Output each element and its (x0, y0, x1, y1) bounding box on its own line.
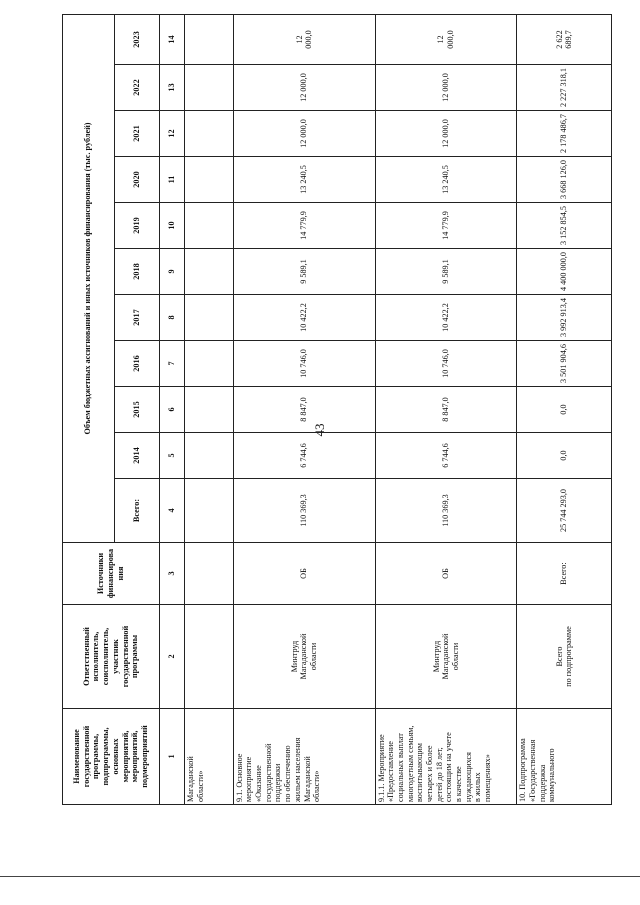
row-name-cell: 9.1. Основное мероприятие «Оказание государственной поддержки по обеспечению жильем населения Магаданской области» (233, 709, 375, 805)
header-volume: Объем бюджетных ассигнований и иных источников финансирования (тыс. рублей) (63, 14, 115, 542)
column-number: 3 (159, 543, 185, 605)
row-value-cell (185, 341, 233, 387)
row-value-cell: 13 240,5 (233, 157, 375, 203)
row-value-cell: 14 779,9 (233, 203, 375, 249)
year-header: 2015 (114, 387, 159, 433)
row-value-cell: 12 000,0 (375, 111, 517, 157)
row-value-cell: 9 589,1 (233, 249, 375, 295)
row-value-cell: 10 746,0 (233, 341, 375, 387)
year-header: Всего: (114, 479, 159, 543)
header-executor: Ответственный исполнитель, соисполнитель, участник государственной программы (63, 605, 160, 709)
row-value-cell: 4 400 000,0 (517, 249, 612, 295)
column-number: 6 (159, 387, 185, 433)
table-row (185, 14, 233, 804)
row-value-cell: 12 000,0 (233, 111, 375, 157)
column-number: 2 (159, 605, 185, 709)
row-value-cell: 6 744,6 (233, 433, 375, 479)
row-value-cell (185, 433, 233, 479)
row-value-cell: 0,0 (517, 387, 612, 433)
row-value-cell: 10 746,0 (375, 341, 517, 387)
row-value-cell: 14 779,9 (375, 203, 517, 249)
row-value-cell: 12 000,0 (233, 65, 375, 111)
row-name-cell: 10. Подпрограмма «Государственная поддержка коммунального (517, 709, 612, 805)
row-value-cell (185, 157, 233, 203)
row-value-cell: 8 847,0 (375, 387, 517, 433)
column-number: 14 (159, 14, 185, 64)
row-value-cell: 12 000,0 (375, 14, 517, 64)
row-executor-cell: Минтруд Магаданской области (233, 605, 375, 709)
row-source-cell: Всего: (517, 543, 612, 605)
row-value-cell: 8 847,0 (233, 387, 375, 433)
column-number: 12 (159, 111, 185, 157)
year-header: 2019 (114, 203, 159, 249)
row-value-cell: 3 668 126,0 (517, 157, 612, 203)
year-header: 2018 (114, 249, 159, 295)
row-value-cell: 110 369,3 (233, 479, 375, 543)
column-number: 13 (159, 65, 185, 111)
row-name-cell: Магаданской области» (185, 709, 233, 805)
column-number: 7 (159, 341, 185, 387)
column-number: 9 (159, 249, 185, 295)
row-value-cell (185, 14, 233, 64)
header-name: Наименование государственной программы, подпрограммы, основных мероприятий, мероприятий, подмероприятий (63, 709, 160, 805)
row-value-cell (185, 203, 233, 249)
row-executor-cell: Всего по подпрограмме (517, 605, 612, 709)
row-source-cell (185, 543, 233, 605)
row-value-cell: 6 744,6 (375, 433, 517, 479)
column-number: 8 (159, 295, 185, 341)
row-value-cell: 9 589,1 (375, 249, 517, 295)
row-value-cell: 25 744 293,0 (517, 479, 612, 543)
column-number: 10 (159, 203, 185, 249)
row-value-cell: 10 422,2 (233, 295, 375, 341)
row-value-cell (185, 111, 233, 157)
row-source-cell: ОБ (375, 543, 517, 605)
row-value-cell: 3 501 904,6 (517, 341, 612, 387)
year-header: 2020 (114, 157, 159, 203)
table-row (375, 14, 517, 804)
financing-table (62, 14, 612, 805)
row-value-cell: 2 227 318,1 (517, 65, 612, 111)
row-value-cell: 12 000,0 (233, 14, 375, 64)
bottom-rule (0, 876, 640, 877)
row-value-cell: 2 622 689,7 (517, 14, 612, 64)
row-value-cell: 2 178 486,7 (517, 111, 612, 157)
row-value-cell (185, 65, 233, 111)
row-value-cell: 10 422,2 (375, 295, 517, 341)
header-sources: Источники финансирова ния (63, 543, 160, 605)
rotated-table-container (62, 15, 612, 805)
year-header: 2014 (114, 433, 159, 479)
column-number: 1 (159, 709, 185, 805)
row-value-cell (185, 387, 233, 433)
row-value-cell: 3 992 913,4 (517, 295, 612, 341)
year-header: 2017 (114, 295, 159, 341)
table-row (233, 14, 375, 804)
column-number: 5 (159, 433, 185, 479)
row-executor-cell: Минтруд Магаданской области (375, 605, 517, 709)
column-number: 11 (159, 157, 185, 203)
row-value-cell: 0,0 (517, 433, 612, 479)
row-value-cell: 110 369,3 (375, 479, 517, 543)
page-number: 43 (312, 423, 327, 437)
table-row (517, 14, 612, 804)
row-name-cell: 9.1.1. Мероприятие «Предоставление социальных выплат многодетным семьям, воспитывающим четырех и более детей до 18 лет, состоящим на учете в качестве нуждающихся в жилых помещениях» (375, 709, 517, 805)
year-header: 2023 (114, 14, 159, 64)
row-value-cell: 12 000,0 (375, 65, 517, 111)
row-value-cell: 3 152 854,5 (517, 203, 612, 249)
year-header: 2022 (114, 65, 159, 111)
row-value-cell: 13 240,5 (375, 157, 517, 203)
row-value-cell (185, 295, 233, 341)
year-header: 2016 (114, 341, 159, 387)
row-executor-cell (185, 605, 233, 709)
year-header: 2021 (114, 111, 159, 157)
row-value-cell (185, 249, 233, 295)
row-value-cell (185, 479, 233, 543)
row-source-cell: ОБ (233, 543, 375, 605)
column-number: 4 (159, 479, 185, 543)
